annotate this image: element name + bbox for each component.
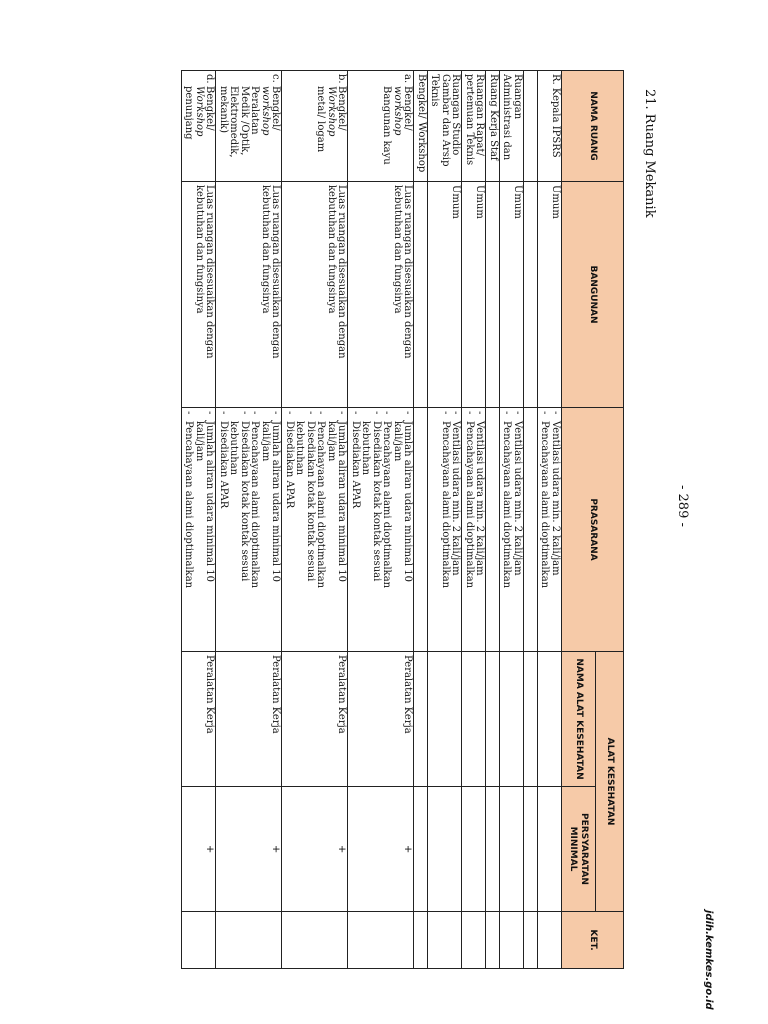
header-alat-kesehatan: ALAT KESEHATAN [596, 652, 624, 912]
header-bangunan: BANGUNAN [562, 182, 624, 408]
table-row-workshop [182, 71, 217, 969]
cell-nama: Ruangan Administrasi dan [500, 71, 524, 182]
cell-bangunan: Luas ruangan disesuaikan dengan kebutuhan dan fungsinya [182, 182, 217, 408]
header-nama-ruang: NAMA RUANG [562, 71, 624, 182]
prasarana-item: Ventilasi udara min. 2 kali/jam [550, 421, 561, 576]
cell-prasarana: - Jumlah aliran udara minimal 10 kali/jam - Pencahayaan alami dioptimalkan - Disediakan kotak kontak sesuai kebutuhan - Disediakan APAR [282, 408, 348, 652]
table-row [500, 71, 524, 969]
cell-persyaratan: + [216, 787, 282, 912]
table-row [462, 71, 486, 969]
cell-nama: c. Bengkel/ workshop Peralatan Medik /Optik, Elektromedik, mekanik) [216, 71, 282, 182]
cell-prasarana: - Jumlah aliran udara minimal 10 kali/jam - Pencahayaan alami dioptimalkan - Disediakan kotak kontak sesuai kebutuhan - Disediakan APAR [216, 408, 282, 652]
cell-nama: a. Bengkel/ workshop Bangunan kayu [348, 71, 414, 182]
cell-prasarana: - Ventilasi udara min. 2 kali/jam - Pencahayaan alami dioptimalkan [428, 408, 463, 652]
section-title: 21. Ruang Mekanik [642, 89, 657, 218]
prasarana-item: Pencahayaan alami dioptimalkan [501, 421, 513, 589]
table-row [486, 71, 500, 969]
requirements-table [181, 70, 624, 969]
cell-bangunan: Luas ruangan disesuaikan dengan kebutuhan dan fungsinya [282, 182, 348, 408]
header-ket: KET. [562, 912, 624, 969]
cell-persyaratan: + [348, 787, 414, 912]
header-persyaratan: PERSYARATAN MINIMAL [562, 787, 596, 912]
prasarana-item: Ventilasi udara min. 2 kali/jam [474, 421, 486, 576]
cell-bangunan: Umum [538, 182, 562, 408]
cell-bangunan: Umum [500, 182, 524, 408]
cell-prasarana: - Ventilasi udara min. 2 kali/jam - Pencahayaan alami dioptimalkan [538, 408, 562, 652]
prasarana-item: Ventilasi udara min. 2 kali/jam [450, 421, 462, 576]
cell-bangunan: Umum [428, 182, 463, 408]
cell-prasarana: - Jumlah aliran udara minimal 10 kali/jam - Pencahayaan alami dioptimalkan [182, 408, 217, 652]
cell-persyaratan: + [182, 787, 217, 912]
prasarana-item: Pencahayaan alami dioptimalkan [539, 421, 551, 589]
prasarana-item: Ventilasi udara min. 2 kali/jam [512, 421, 523, 576]
header-prasarana: PRASARANA [562, 408, 624, 652]
cell-nama: R. Kepala IPSRS [538, 71, 562, 182]
cell-alat: Peralatan Kerja [216, 652, 282, 787]
cell-bangunan: Umum [462, 182, 486, 408]
cell-nama: d. Bengkel/ Workshop penunjang [182, 71, 217, 182]
cell-prasarana: - Jumlah aliran udara minimal 10 kali/jam - Pencahayaan alami dioptimalkan - Disediakan kotak kontak sesuai kebutuhan - Disediakan APAR [348, 408, 414, 652]
page-number: - 289 - [675, 485, 690, 527]
cell-alat: Peralatan Kerja [348, 652, 414, 787]
cell-prasarana: - Ventilasi udara min. 2 kali/jam - Pencahayaan alami dioptimalkan [462, 408, 486, 652]
table-row-workshop [282, 71, 348, 969]
prasarana-item: Pencahayaan alami dioptimalkan [464, 421, 475, 589]
cell-bangunan: Luas ruangan disesuaikan dengan kebutuhan dan fungsinya [348, 182, 414, 408]
cell-bangunan: Luas ruangan disesuaikan dengan kebutuhan dan fungsinya [216, 182, 282, 408]
cell-nama: Ruangan Rapat/ pertemuan Teknis [462, 71, 486, 182]
prasarana-item: Pencahayaan alami dioptimalkan [440, 421, 451, 589]
cell-nama: Ruang Kerja Staf [486, 71, 500, 182]
cell-persyaratan: + [282, 787, 348, 912]
table-row-workshop [348, 71, 414, 969]
cell-nama: Bengkel/ Workshop [414, 71, 428, 182]
table-row [414, 71, 428, 969]
cell-nama: Ruangan Studio Gambar dan Arsip Teknis [428, 71, 463, 182]
cell-alat: Peralatan Kerja [182, 652, 217, 787]
table-row [428, 71, 463, 969]
cell-prasarana: - Ventilasi udara min. 2 kali/jam - Pencahayaan alami dioptimalkan [500, 408, 524, 652]
table-row [538, 71, 562, 969]
footer-source: jdih.kemkes.go.id [703, 910, 714, 1010]
cell-alat: Peralatan Kerja [282, 652, 348, 787]
table-row-workshop [216, 71, 282, 969]
header-nama-alat: NAMA ALAT KESEHATAN [562, 652, 596, 787]
cell-nama: b. Bengkel/ Workshop metal/ logam [282, 71, 348, 182]
